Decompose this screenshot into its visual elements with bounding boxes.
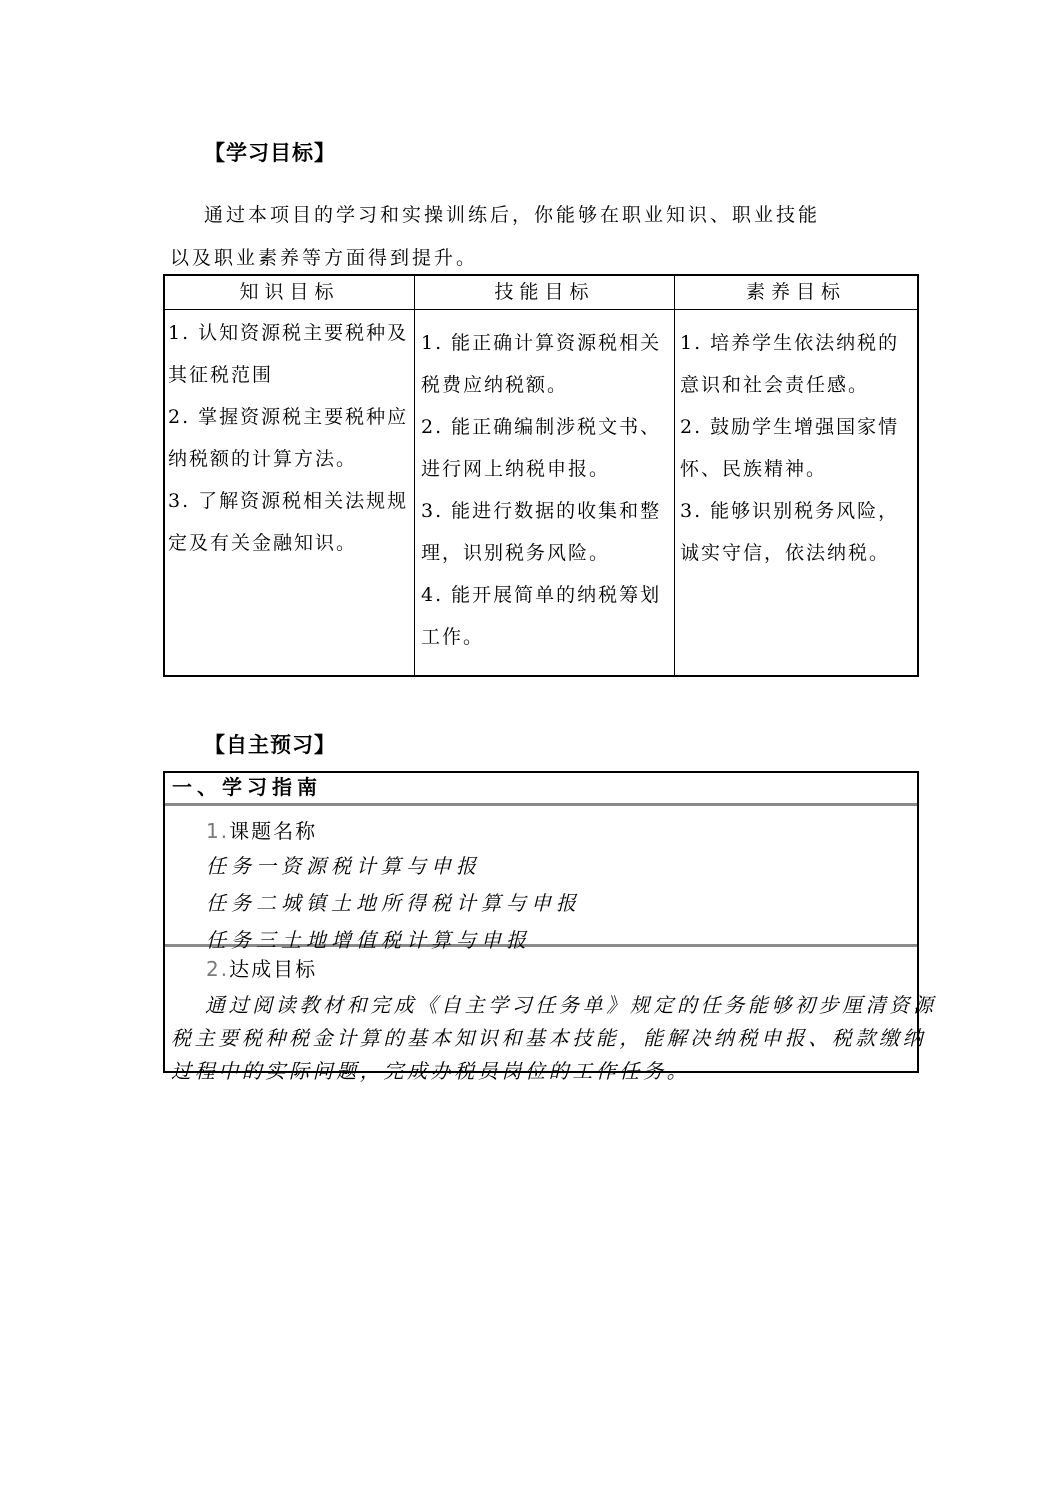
goal-item: 1. 培养学生依法纳税的意识和社会责任感。 xyxy=(680,332,900,396)
topic-names-section xyxy=(165,806,917,952)
column-header-skill: 技能目标 xyxy=(415,276,675,309)
achievement-goal-section xyxy=(165,947,937,1088)
column-header-literacy: 素养目标 xyxy=(745,281,846,303)
achievement-paragraph-line: 税主要税种税金计算的基本知识和基本技能，能解决纳税申报、税款缴纳 xyxy=(171,1026,927,1050)
goal-item: 2. 能正确编制涉税文书、进行网上纳税申报。 xyxy=(421,416,662,480)
achievement-goal-label xyxy=(165,956,917,986)
intro-paragraph xyxy=(170,194,940,280)
goal-item: 3. 能够识别税务风险，诚实守信，依法纳税。 xyxy=(680,500,900,564)
intro-line: 通过本项目的学习和实操训练后，你能够在职业知识、职业技能 xyxy=(204,204,821,226)
goals-table-header-row xyxy=(165,276,917,310)
goal-item: 1. 能正确计算资源税相关税费应纳税额。 xyxy=(421,332,662,396)
literacy-goals-cell xyxy=(675,310,917,675)
goal-item: 2. 掌握资源税主要税种应纳税额的计算方法。 xyxy=(168,406,409,470)
guide-title: 一、学习指南 xyxy=(165,773,917,806)
column-header-knowledge: 知识目标 xyxy=(165,276,415,309)
achievement-paragraph xyxy=(165,989,937,1088)
task-item: 任务三土地增值税计算与申报 xyxy=(206,928,531,952)
section-heading-learning-goals: 【学习目标】 xyxy=(204,141,336,165)
task-item: 任务二城镇土地所得税计算与申报 xyxy=(206,891,581,915)
achievement-goal-label-text: 达成目标 xyxy=(229,957,318,981)
goal-item: 1. 认知资源税主要税种及其征税范围 xyxy=(168,322,409,386)
list-number: 1. xyxy=(206,819,230,843)
study-guide-table xyxy=(163,771,937,1083)
list-number: 2. xyxy=(206,957,230,981)
topic-names-label xyxy=(165,818,917,848)
goal-item: 3. 了解资源税相关法规规定及有关金融知识。 xyxy=(168,490,409,554)
goals-table-body-row xyxy=(165,310,917,675)
task-item: 任务一资源税计算与申报 xyxy=(206,854,481,878)
achievement-paragraph-line: 过程中的实际问题，完成办税员岗位的工作任务。 xyxy=(171,1059,691,1083)
goal-item: 3. 能进行数据的收集和整理，识别税务风险。 xyxy=(421,500,662,564)
knowledge-goals-cell xyxy=(165,310,415,675)
topic-names-label-text: 课题名称 xyxy=(229,819,318,843)
intro-line: 以及职业素养等方面得到提升。 xyxy=(170,247,479,269)
learning-goals-table xyxy=(163,274,919,677)
skill-goals-cell xyxy=(415,310,675,675)
goal-item: 4. 能开展简单的纳税筹划工作。 xyxy=(421,584,662,648)
achievement-paragraph-line: 通过阅读教材和完成《自主学习任务单》规定的任务能够初步厘清资源 xyxy=(205,993,937,1017)
goal-item: 2. 鼓励学生增强国家情怀、民族精神。 xyxy=(680,416,900,480)
section-heading-self-preview: 【自主预习】 xyxy=(204,733,336,757)
